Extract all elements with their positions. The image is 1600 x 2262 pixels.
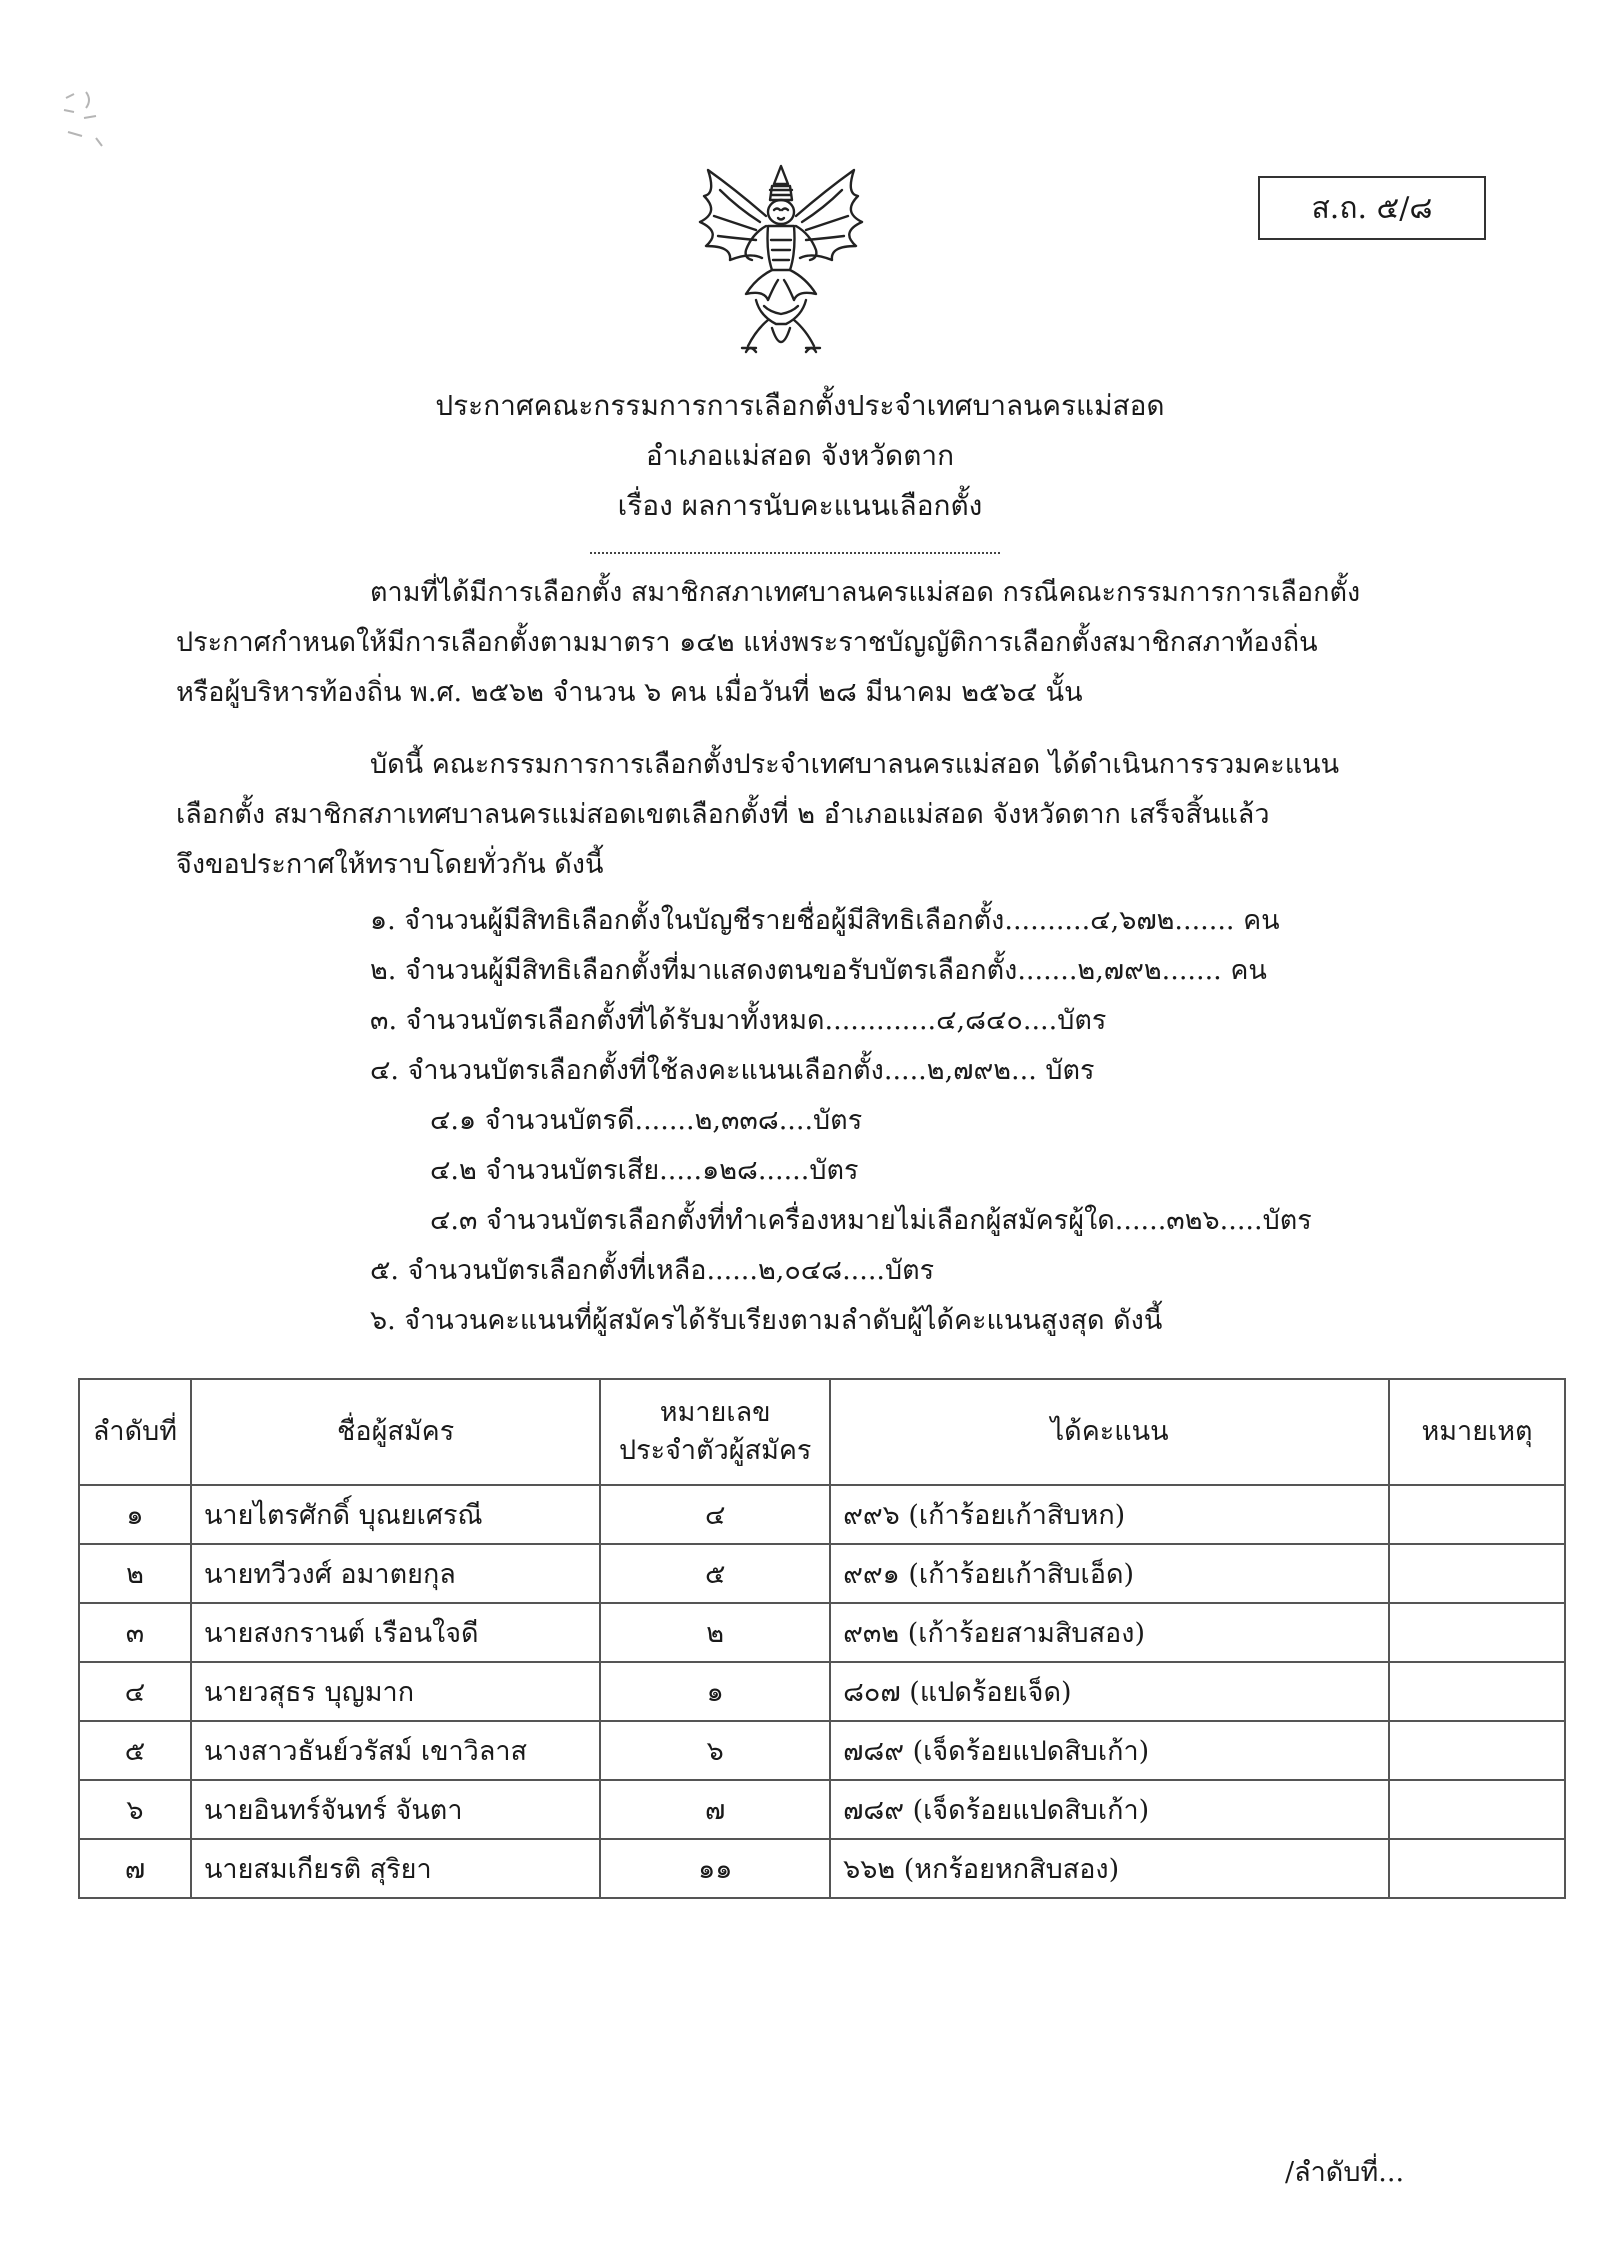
paragraph-2-line-2: เลือกตั้ง สมาชิกสภาเทศบาลนครแม่สอดเขตเลือกตั้งที่ ๒ อำเภอแม่สอด จังหวัดตาก เสร็จสิ้นแล้ว	[176, 799, 1270, 830]
row-number: ๒	[600, 1603, 830, 1662]
table-row	[79, 1544, 1565, 1603]
paragraph-1-line-3: หรือผู้บริหารท้องถิ่น พ.ศ. ๒๕๖๒ จำนวน ๖ คน เมื่อวันที่ ๒๘ มีนาคม ๒๕๖๔ นั้น	[176, 677, 1083, 708]
row-number: ๖	[600, 1721, 830, 1780]
row-number: ๔	[600, 1485, 830, 1544]
item-ballots-received: ๓. จำนวนบัตรเลือกตั้งที่ได้รับมาทั้งหมด.............๔,๘๔๐....บัตร	[370, 1005, 1107, 1036]
row-rank: ๑	[79, 1485, 191, 1544]
item-eligible-voters: ๑. จำนวนผู้มีสิทธิเลือกตั้งในบัญชีรายชื่อผู้มีสิทธิเลือกตั้ง..........๔,๖๗๒....... คน	[370, 905, 1280, 936]
table-row	[79, 1662, 1565, 1721]
row-rank: ๓	[79, 1603, 191, 1662]
row-number: ๑	[600, 1662, 830, 1721]
paragraph-1-line-1: ตามที่ได้มีการเลือกตั้ง สมาชิกสภาเทศบาลนครแม่สอด กรณีคณะกรรมการการเลือกตั้ง	[370, 577, 1361, 608]
row-number: ๑๑	[600, 1839, 830, 1898]
row-note	[1389, 1544, 1565, 1603]
scan-mark	[56, 78, 146, 168]
header-rank: ลำดับที่	[79, 1379, 191, 1485]
row-rank: ๔	[79, 1662, 191, 1721]
district-province: อำเภอแม่สอด จังหวัดตาก	[645, 439, 955, 472]
garuda-emblem	[686, 160, 876, 360]
announcement-title: ประกาศคณะกรรมการการเลือกตั้งประจำเทศบาลนครแม่สอด	[435, 389, 1165, 422]
subject-line: เรื่อง ผลการนับคะแนนเลือกตั้ง	[617, 489, 983, 522]
row-note	[1389, 1721, 1565, 1780]
table-header-row	[79, 1379, 1565, 1485]
row-note	[1389, 1662, 1565, 1721]
table-row	[79, 1603, 1565, 1662]
row-name: นายวสุธร บุญมาก	[191, 1662, 600, 1721]
row-rank: ๗	[79, 1839, 191, 1898]
row-score: ๘๐๗ (แปดร้อยเจ็ด)	[830, 1662, 1389, 1721]
item-good-ballots: ๔.๑ จำนวนบัตรดี.......๒,๓๓๘....บัตร	[430, 1105, 863, 1136]
row-score: ๖๖๒ (หกร้อยหกสิบสอง)	[830, 1839, 1389, 1898]
form-code: ส.ถ. ๕/๘	[1311, 190, 1433, 226]
row-score: ๙๓๒ (เก้าร้อยสามสิบสอง)	[830, 1603, 1389, 1662]
header-number	[600, 1379, 830, 1485]
row-rank: ๖	[79, 1780, 191, 1839]
row-rank: ๒	[79, 1544, 191, 1603]
item-no-vote-ballots: ๔.๓ จำนวนบัตรเลือกตั้งที่ทำเครื่องหมายไม่เลือกผู้สมัครผู้ใด......๓๒๖.....บัตร	[430, 1205, 1312, 1236]
row-score: ๙๙๖ (เก้าร้อยเก้าสิบหก)	[830, 1485, 1389, 1544]
item-candidate-scores: ๖. จำนวนคะแนนที่ผู้สมัครได้รับเรียงตามลำดับผู้ได้คะแนนสูงสุด ดังนี้	[370, 1305, 1163, 1336]
paragraph-1-line-2: ประกาศกำหนดให้มีการเลือกตั้งตามมาตรา ๑๔๒ แห่งพระราชบัญญัติการเลือกตั้งสมาชิกสภาท้องถิ่น	[176, 627, 1318, 658]
row-number: ๗	[600, 1780, 830, 1839]
row-name: นายสมเกียรติ สุริยา	[191, 1839, 600, 1898]
row-name: นายสงกรานต์ เรือนใจดี	[191, 1603, 600, 1662]
continuation-marker: /ลำดับที่...	[1285, 2157, 1405, 2188]
row-name: นายไตรศักดิ์ บุณยเศรณี	[191, 1485, 600, 1544]
results-table	[78, 1378, 1566, 1899]
paragraph-2-line-1: บัดนี้ คณะกรรมการการเลือกตั้งประจำเทศบาลนครแม่สอด ได้ดำเนินการรวมคะแนน	[370, 749, 1340, 780]
row-name: นายอินทร์จันทร์ จันตา	[191, 1780, 600, 1839]
header-name: ชื่อผู้สมัคร	[191, 1379, 600, 1485]
form-code-box	[1258, 176, 1486, 240]
dotted-divider	[590, 552, 1000, 554]
table-row	[79, 1485, 1565, 1544]
item-remaining-ballots: ๕. จำนวนบัตรเลือกตั้งที่เหลือ......๒,๐๔๘.....บัตร	[370, 1255, 935, 1286]
item-ballots-used: ๔. จำนวนบัตรเลือกตั้งที่ใช้ลงคะแนนเลือกตั้ง.....๒,๗๙๒... บัตร	[370, 1055, 1095, 1086]
row-score: ๗๘๙ (เจ็ดร้อยแปดสิบเก้า)	[830, 1721, 1389, 1780]
table-row	[79, 1721, 1565, 1780]
row-number: ๕	[600, 1544, 830, 1603]
item-spoiled-ballots: ๔.๒ จำนวนบัตรเสีย.....๑๒๘......บัตร	[430, 1155, 859, 1186]
item-voters-turnout: ๒. จำนวนผู้มีสิทธิเลือกตั้งที่มาแสดงตนขอรับบัตรเลือกตั้ง.......๒,๗๙๒....... คน	[370, 955, 1267, 986]
paragraph-2-line-3: จึงขอประกาศให้ทราบโดยทั่วกัน ดังนี้	[176, 849, 604, 880]
header-number-line-1: หมายเลข	[659, 1397, 771, 1428]
row-name: นางสาวธันย์วรัสม์ เขาวิลาส	[191, 1721, 600, 1780]
header-number-line-2: ประจำตัวผู้สมัคร	[618, 1435, 812, 1466]
row-score: ๗๘๙ (เจ็ดร้อยแปดสิบเก้า)	[830, 1780, 1389, 1839]
table-row	[79, 1780, 1565, 1839]
row-note	[1389, 1603, 1565, 1662]
header-score: ได้คะแนน	[830, 1379, 1389, 1485]
row-score: ๙๙๑ (เก้าร้อยเก้าสิบเอ็ด)	[830, 1544, 1389, 1603]
header-note: หมายเหตุ	[1389, 1379, 1565, 1485]
row-name: นายทวีวงศ์ อมาตยกุล	[191, 1544, 600, 1603]
row-note	[1389, 1780, 1565, 1839]
table-row	[79, 1839, 1565, 1898]
row-note	[1389, 1839, 1565, 1898]
row-note	[1389, 1485, 1565, 1544]
row-rank: ๕	[79, 1721, 191, 1780]
